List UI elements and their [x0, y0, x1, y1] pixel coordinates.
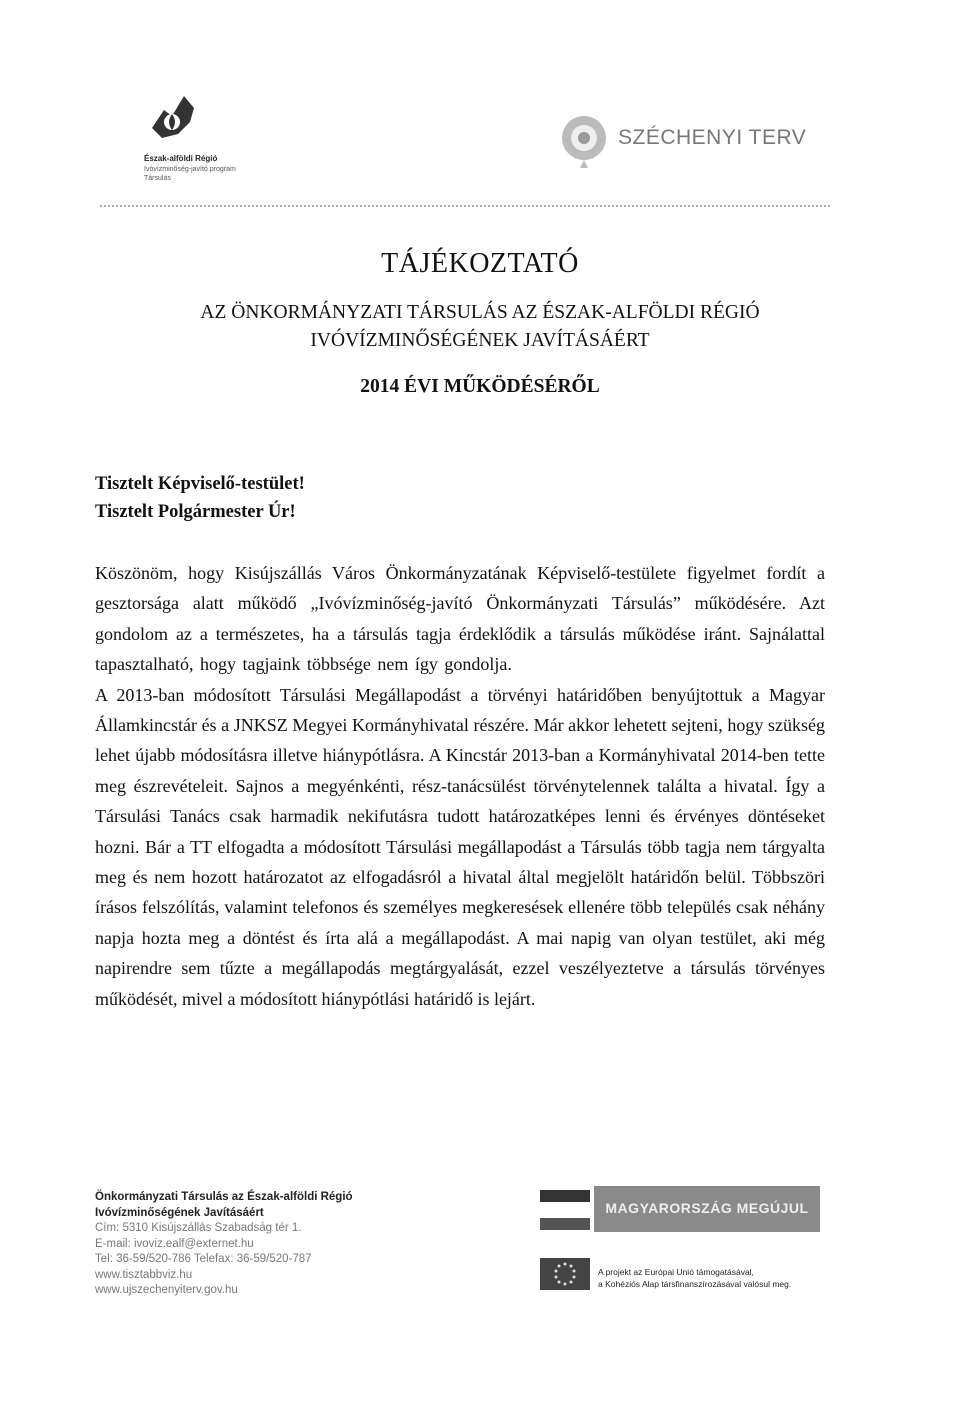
- salutation-mayor: Tisztelt Polgármester Úr!: [95, 502, 296, 522]
- footer-org-name: Önkormányzati Társulás az Észak-alföldi Régió: [95, 1191, 353, 1203]
- footer-email: E-mail: ivoviz.ealf@externet.hu: [95, 1237, 254, 1250]
- footer-contact: [95, 1190, 475, 1299]
- footer-web-link-2[interactable]: www.ujszechenyiterv.gov.hu: [95, 1284, 238, 1296]
- footer-org-name-2: Ivóvízminőségének Javításáért: [95, 1206, 264, 1219]
- eu-note-line-2: a Kohéziós Alap társfinanszírozásával valósul meg.: [598, 1279, 792, 1289]
- region-logo: [140, 88, 290, 182]
- letter-body: [95, 558, 825, 1014]
- header-divider: [100, 205, 830, 207]
- logo-sub-text: Ivóvízminőség-javító program: [144, 166, 236, 173]
- eu-note-line-1: A projekt az Európai Unió támogatásával,: [598, 1267, 754, 1277]
- eu-stars-icon: [540, 1258, 590, 1290]
- salutation-council: Tisztelt Képviselő-testület!: [95, 474, 305, 494]
- footer-web-link[interactable]: www.tisztabbviz.hu: [95, 1268, 193, 1281]
- logo-sub-text-2: Társulás: [144, 175, 171, 182]
- footer-address: Cím: 5310 Kisújszállás Szabadság tér 1.: [95, 1222, 302, 1234]
- magyarorszag-megujul-banner: [594, 1186, 820, 1232]
- title-line-1: AZ ÖNKORMÁNYZATI TÁRSULÁS AZ ÉSZAK-ALFÖLDI RÉGIÓ: [200, 302, 760, 323]
- hungarian-flag-stripe-icon: [540, 1218, 590, 1230]
- szechenyi-terv-logo: [556, 108, 807, 172]
- region-map-icon: [142, 88, 202, 148]
- hungarian-flag-stripe-icon: [540, 1190, 590, 1202]
- eu-flag-icon: [540, 1258, 590, 1290]
- paragraph: A 2013-ban módosított Társulási Megállapodást a törvényi határidőben benyújtottuk a Magyar Államkincstár és a JNKSZ Megyei Kormányhivatal részére. Már akkor lehetett sejteni, hogy szükség lehet újabb módosításra illetve hiánypótlásra. A Kincstár 2013-ban a Kormányhivatal 2014-ben tette meg észrevételeit. Sajnos a megyénkénti, rész-tanácsülést törvénytelennek találta a hivatal. Így a Társulási Tanács csak harmadik nekifutásra tudott határozatképes lenni és érvényes döntéseket hozni. Bár a TT elfogadta a módosított Társulási megállapodást a Társulás több tagja nem tárgyalta meg és nem hozott határozatot az elfogadásról a hivatal által megjelölt határidőn belül. Többszöri írásos felszólítás, valamint telefonos és személyes megkeresések ellenére több település csak néhány napja hozta meg a döntést és írta alá a megállapodást. A mai napig van olyan testület, aki még napirendre sem tűzte a megállapodás megtárgyalását, ezzel veszélyeztetve a társulás törvényes működését, mivel a módosított hiánypótlási határidő is lejárt.: [95, 684, 825, 1009]
- document-title: TÁJÉKOZTATÓ: [381, 248, 579, 279]
- banner-text: MAGYARORSZÁG MEGÚJUL: [605, 1200, 809, 1216]
- title-line-3: 2014 ÉVI MŰKÖDÉSÉRŐL: [360, 376, 600, 397]
- szechenyi-emblem-icon: [556, 112, 612, 168]
- szechenyi-text: SZÉCHENYI TERV: [618, 126, 807, 149]
- footer-phone: Tel: 36-59/520-786 Telefax: 36-59/520-787: [95, 1253, 312, 1265]
- eu-funding-note: [598, 1266, 838, 1290]
- paragraph: Köszönöm, hogy Kisújszállás Város Önkormányzatának Képviselő-testülete figyelmet fordít a gesztorsága alatt működő „Ivóvízminőség-javító Önkormányzati Társulás” működésére. Azt gondolom az a természetes, ha a társulás tagja érdeklődik a társulás működése iránt. Sajnálattal tapasztalható, hogy tagjaink többsége nem így gondolja.: [95, 563, 825, 675]
- logo-region-text: Észak-alföldi Régió: [144, 154, 218, 163]
- title-line-2: IVÓVÍZMINŐSÉGÉNEK JAVÍTÁSÁÉRT: [310, 330, 650, 351]
